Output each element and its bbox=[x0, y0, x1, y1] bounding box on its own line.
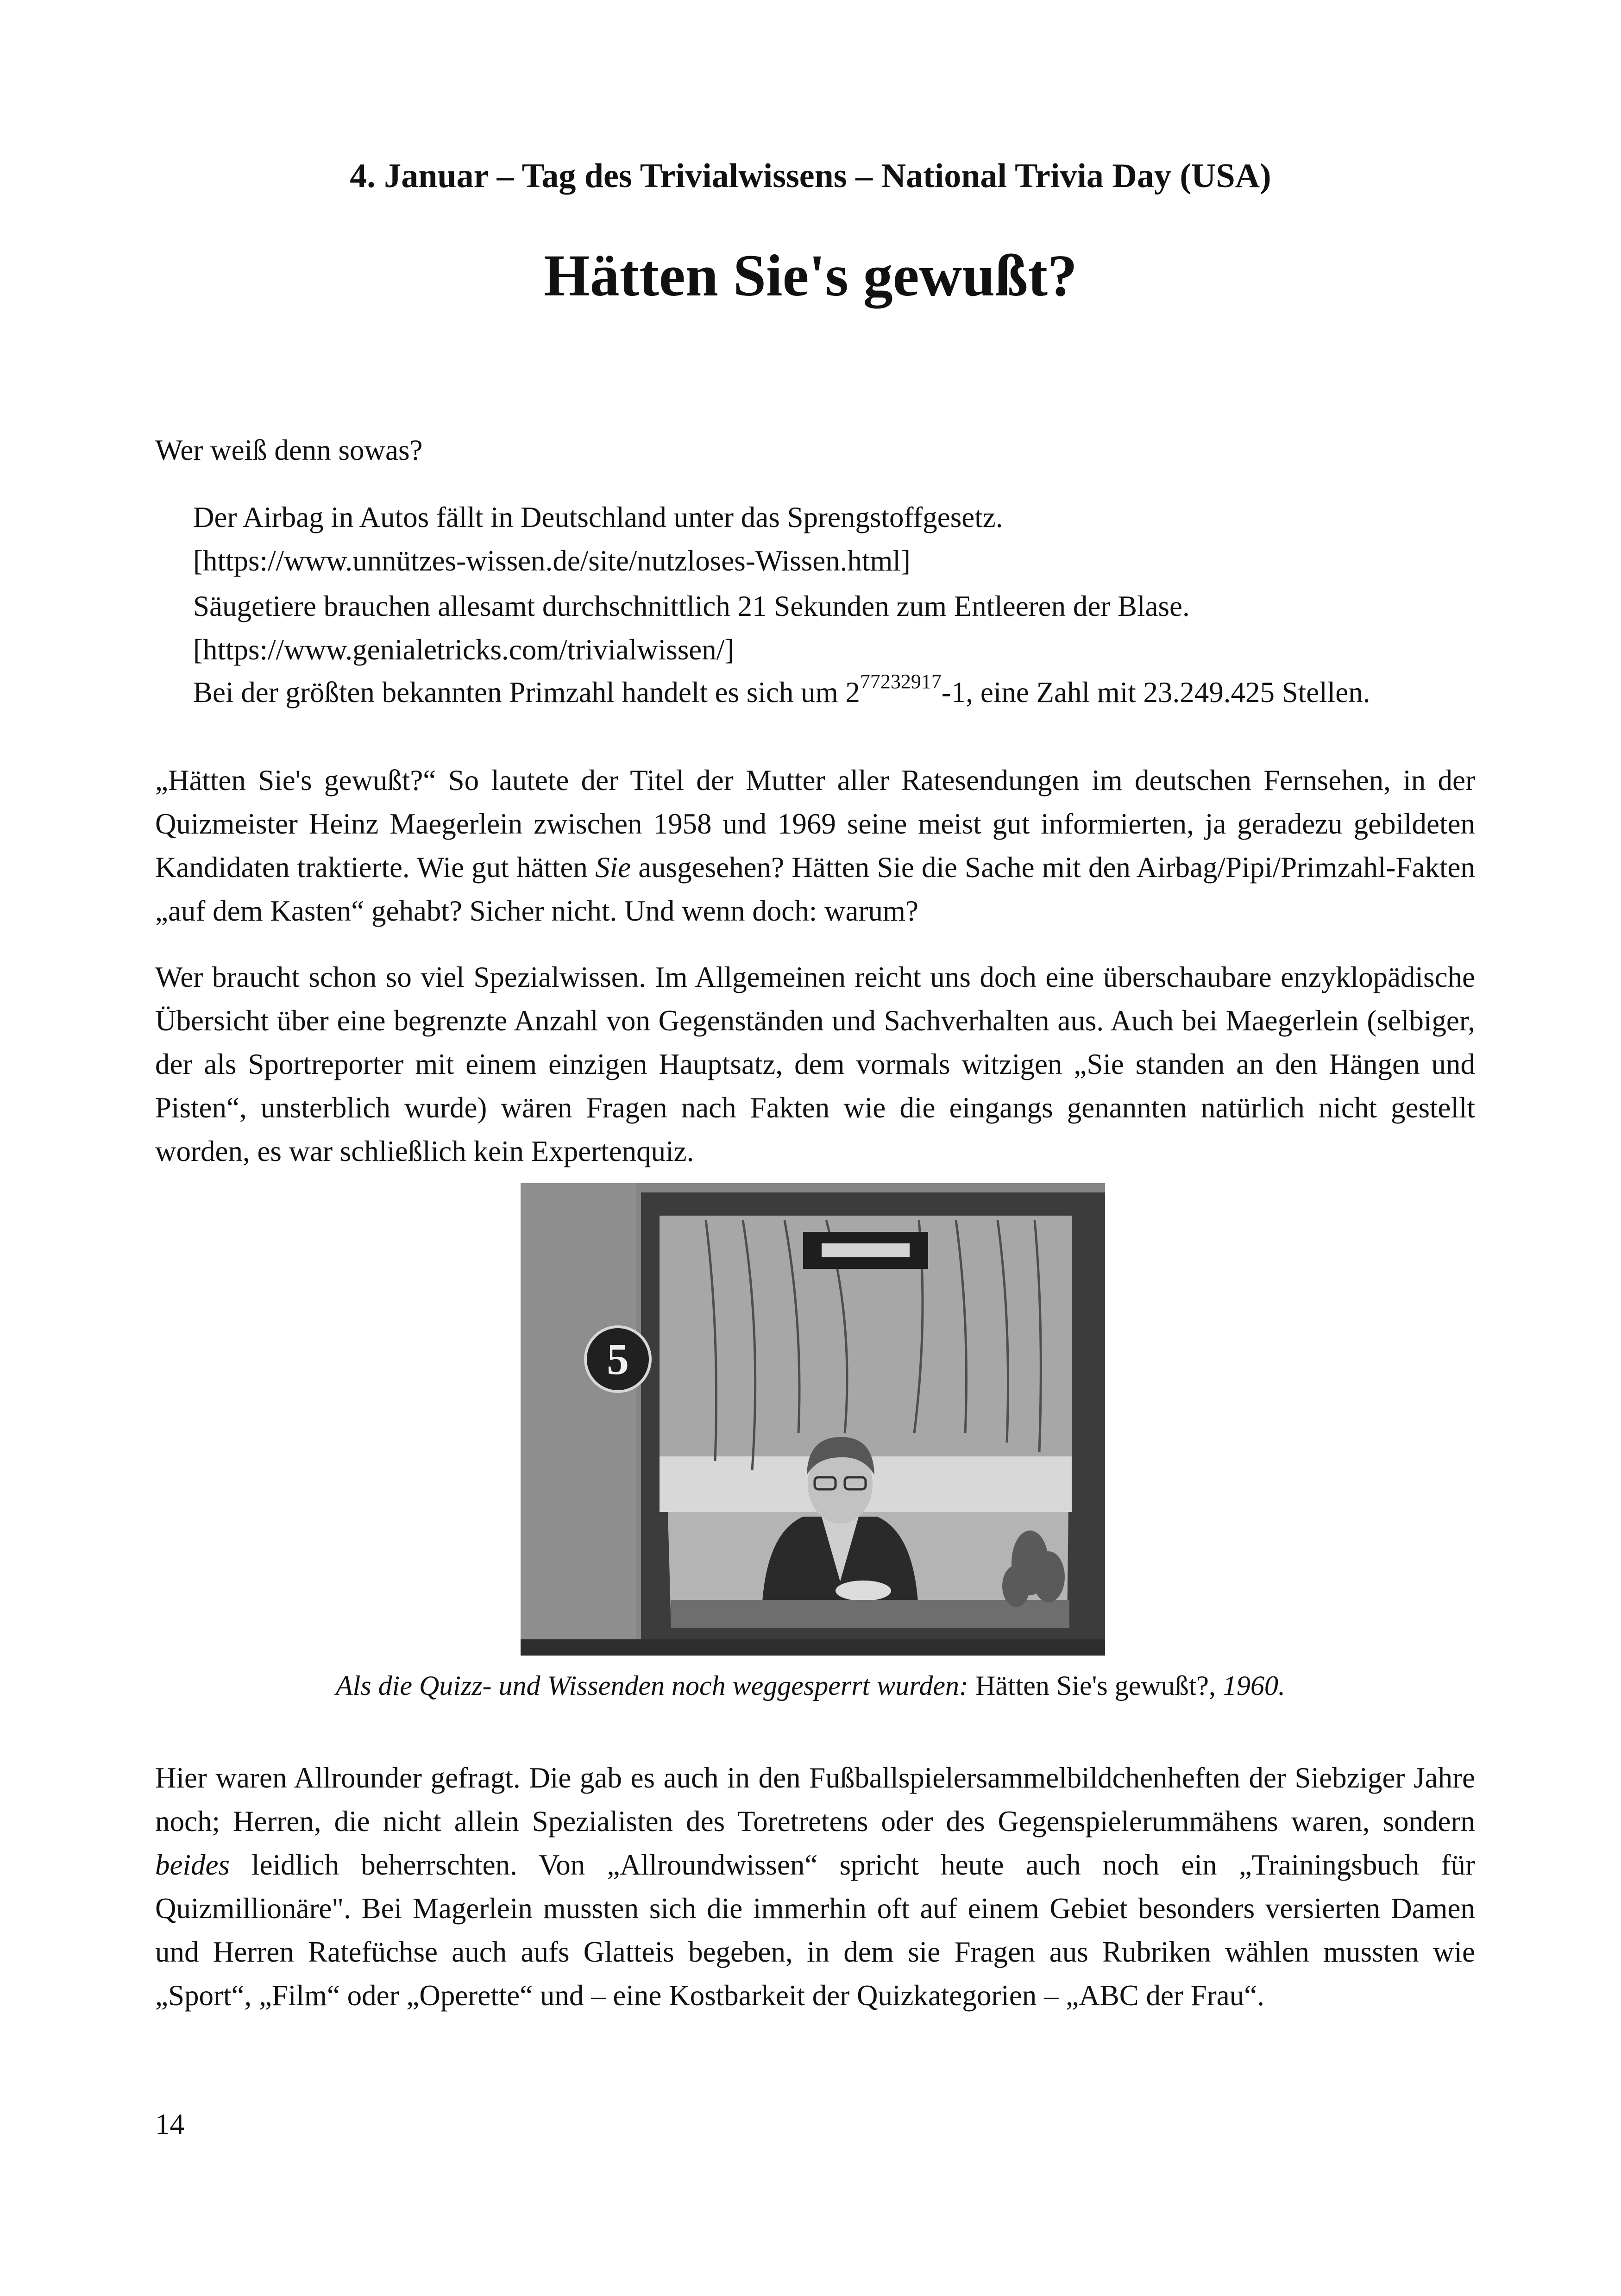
quiz-show-photo bbox=[521, 1183, 1105, 1656]
booth-bottom-frame bbox=[521, 1639, 1105, 1656]
caption-italic: Als die Quizz- und Wissenden noch weggesperrt wurden: bbox=[336, 1670, 968, 1701]
caption-year: 1960. bbox=[1223, 1670, 1285, 1701]
booth-side-wall bbox=[521, 1183, 636, 1656]
fact-bladder-text: Säugetiere brauchen allesamt durchschnittlich 21 Sekunden zum Entleeren der Blase. bbox=[193, 590, 1190, 622]
fact-prime-exponent: 77232917 bbox=[860, 670, 942, 693]
fact-prime-rest: -1, eine Zahl mit 23.249.425 Stellen. bbox=[941, 676, 1370, 709]
contestant-hands bbox=[836, 1581, 891, 1601]
booth-lamp-light bbox=[822, 1243, 910, 1257]
fact-prime-text: Bei der größten bekannten Primzahl handelt es sich um 2 bbox=[193, 676, 860, 709]
paragraph-1 bbox=[155, 759, 1475, 933]
fact-bladder-source: [https://www.genialetricks.com/trivialwissen/] bbox=[193, 634, 735, 666]
intro-line: Wer weiß denn sowas? bbox=[155, 434, 423, 466]
paragraph-1-text: „Hätten Sie's gewußt?“ So lautete der Titel der Mutter aller Ratesendungen im deutschen Fernsehen, in der Quizmeister Heinz Maegerlein zwischen 1958 und 1969 seine meist gut informierten, ja geradezu gebildeten Kandidaten traktierte. Wie gut hätten bbox=[155, 764, 1475, 884]
caption-show-title: Hätten Sie's gewußt?, bbox=[968, 1670, 1223, 1701]
page-title: Hätten Sie's gewußt? bbox=[544, 243, 1077, 308]
photo-caption bbox=[0, 1667, 1621, 1704]
fact-airbag-source: [https://www.unnützes-wissen.de/site/nutzloses-Wissen.html] bbox=[193, 545, 911, 577]
booth-number: 5 bbox=[607, 1334, 629, 1384]
paragraph-3-emphasis: beides bbox=[155, 1849, 230, 1881]
paragraph-2: Wer braucht schon so viel Spezialwissen. Im Allgemeinen reicht uns doch eine überschaubare enzyklopädische Übersicht über eine begrenzte Anzahl von Gegenständen und Sachverhalten aus. Auch bei Maegerlein (selbiger, der als Sportreporter mit einem einzigen Hauptsatz, dem vormals witzigen „Sie standen an den Hängen und Pisten“, unsterblich wurde) wären Fragen nach Fakten wie die eingangs genannten natürlich nicht gestellt worden, es war schließlich kein Expertenquiz. bbox=[155, 961, 1475, 1167]
paragraph-3 bbox=[155, 1756, 1475, 2017]
paragraph-3-text: Hier waren Allrounder gefragt. Die gab es auch in den Fußballspielersammelbildchenheften der Siebziger Jahre noch; Herren, die nicht allein Spezialisten des Toretretens oder des Gegenspielerummähens waren, sondern bbox=[155, 1762, 1475, 1838]
paragraph-3-text-end: leidlich beherrschten. Von „Allroundwissen“ spricht heute auch noch ein „Trainingsbuch für Quizmillionäre". Bei Magerlein mussten sich die immerhin oft auf einem Gebiet besonders versierten Damen und Herren Ratefüchse auch aufs Glatteis begeben, in dem sie Fragen aus Rubriken wählen mussten wie „Sport“, „Film“ oder „Operette“ und – eine Kostbarkeit der Quizkategorien – „ABC der Frau“. bbox=[155, 1849, 1475, 2012]
paragraph-1-emphasis: Sie bbox=[595, 851, 631, 884]
photo-illustration bbox=[521, 1183, 1105, 1656]
page-subtitle: 4. Januar – Tag des Trivialwissens – National Trivia Day (USA) bbox=[350, 157, 1271, 195]
fact-airbag bbox=[193, 496, 1474, 583]
fact-airbag-text: Der Airbag in Autos fällt in Deutschland unter das Sprengstoffgesetz. bbox=[193, 501, 1003, 533]
fact-prime bbox=[193, 671, 1474, 714]
paragraph-1-text-end: ausgesehen? Hätten Sie die Sache mit den Airbag/Pipi/Primzahl-Fakten „auf dem Kasten“ gehabt? Sicher nicht. Und wenn doch: warum? bbox=[155, 851, 1475, 927]
page-number: 14 bbox=[155, 2108, 184, 2140]
fact-bladder bbox=[193, 584, 1474, 671]
